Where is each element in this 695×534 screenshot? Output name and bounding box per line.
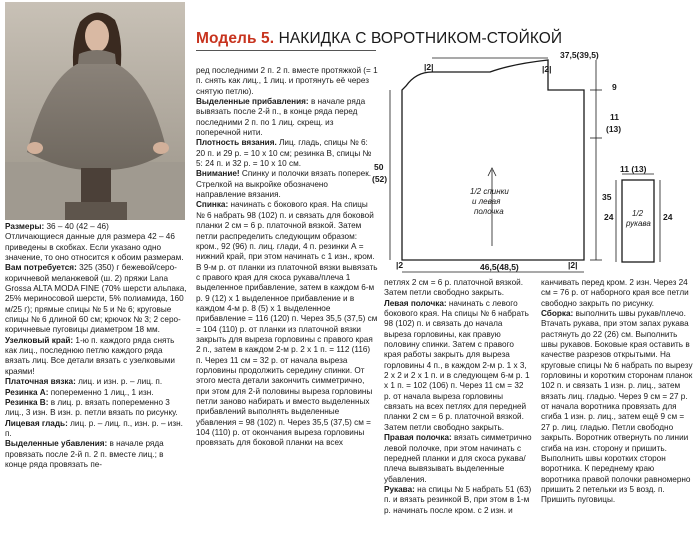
paragraph-text: выполнить швы рукав/плечо. Втачать рукава, при этом запах рукава растянуть до 22 (26) см. Выполнить швы рукавов. Боковые края оставить в качестве разрезов открытыми. На круговые спицы № 6 набрать по вырезу горловины и коротким сторонам планок 102 п. и связать 1 изн. р. лиц., затем вязать лиц. гладью. Через 9 см = 27 р. от начала воротника провязать для сгиба 1 изн. р. лиц., затем ещё 9 см = 27 р. лиц. гладью. Петли свободно закрыть. Воротник отвернуть по линии сгиба на изн. сторону и пришить. Выполнить швы коротких сторон воротника. К переднему краю воротника правой полочки равномерно пришить 2 петельки из 5 возд. п. Пришить пуговицы.	[541, 309, 693, 505]
paragraph-text: на спицы № 5 набрать 51 (63) п. и вязать резинкой В, при этом в 1-м р. начинать после кром. с 2 изн. и	[384, 484, 532, 515]
right-9-label: 9	[612, 82, 617, 92]
sleeve-right-label: 24	[663, 212, 673, 222]
sleeve-top-label: 11 (13)	[620, 164, 647, 174]
instruction-paragraph	[384, 433, 532, 485]
paragraph-heading: Внимание!	[196, 169, 240, 179]
paragraph-heading: Спинка:	[196, 200, 229, 210]
paragraph-heading: Вам потребуется:	[5, 263, 77, 273]
left-50-label: 50	[374, 162, 384, 172]
paragraph-text: лиц. и изн. р. – лиц. п.	[75, 377, 163, 387]
instruction-paragraph	[5, 232, 187, 263]
instructions-column-3	[384, 278, 532, 516]
paragraph-heading: Лицевая гладь:	[5, 418, 68, 428]
paragraph-heading: Размеры:	[5, 222, 45, 231]
instruction-paragraph	[5, 222, 187, 232]
instruction-paragraph	[196, 138, 378, 169]
paragraph-text: Лиц. гладь, спицы № 6: 20 п. и 29 р. = 10 х 10 см; резинка В, спицы № 5: 24 п. и 32 р. = 10 х 10 см.	[196, 138, 372, 169]
paragraph-heading: Выделенные прибавления:	[196, 97, 309, 107]
right-13-label: (13)	[606, 124, 622, 134]
paragraph-heading: Выделенные убавления:	[5, 439, 108, 449]
paragraph-text: 36 – 40 (42 – 46)	[44, 222, 109, 231]
paragraph-text: в начале ряда вывязать после 2-й п., в конце ряда перед последними 2 п. по 1 лиц. скрещ. из поперечной нити.	[196, 97, 366, 138]
paragraph-heading: Узелковый край:	[5, 335, 74, 345]
model-title	[196, 30, 562, 48]
paragraph-heading: Правая полочка:	[384, 433, 452, 443]
top-width-label: 37,5(39,5)	[560, 50, 599, 60]
paragraph-text: вязать симметрично левой полочке, при этом начинать с передней планки и для скоса рукава/плеча вывязывать выделенные убавления.	[384, 433, 532, 484]
paragraph-text: Спинку и полочки вязать поперек. Стрелкой на выкройке обозначено направление вязания.	[196, 169, 372, 200]
model-number: Модель 5.	[196, 30, 275, 47]
pattern-diagram	[372, 50, 692, 276]
paragraph-text: попеременно 1 лиц., 1 изн.	[48, 387, 154, 397]
right-11-label: 11	[610, 112, 619, 122]
instruction-paragraph	[196, 97, 378, 138]
paragraph-text: ред последними 2 п. 2 п. вместе протяжкой (= 1 п. снять как лиц., 1 лиц. и протянуть её через снятую петлю).	[196, 66, 378, 96]
instruction-paragraph	[384, 299, 532, 433]
instructions-column-2	[196, 66, 378, 449]
sleeve-label-line-2: рукава	[626, 219, 651, 228]
piece-label-line-2: и левая	[472, 197, 501, 206]
right-35-label: 35	[602, 192, 612, 202]
paragraph-text: Отличающиеся данные для размера 42 – 46 приведены в скобках. Если указано одно значение, то оно относится к обоим размерам.	[5, 232, 184, 263]
paragraph-text: петлях 2 см = 6 р. платочной вязкой. Затем петли свободно закрыть.	[384, 278, 524, 298]
instruction-paragraph	[5, 336, 187, 377]
piece-label-line-3: полочка	[474, 207, 504, 216]
bottom-right-mark: |2|	[568, 260, 578, 270]
instruction-paragraph	[384, 278, 532, 299]
instruction-paragraph	[5, 377, 187, 387]
paragraph-heading: Сборка:	[541, 309, 574, 319]
paragraph-text: начинать с левого бокового края. На спицы № 6 набрать 98 (102) п. и связать до начала выреза горловины, как правую половину спинки. Затем с правого края работы закрыть для выреза горловины 4 п., в каждом 2-м р. 1 х 3, 2 х 2 и 2 х 1 п. и в следующем 6-м р. 1 х 1 п. = 102 (106) п. Через 11 см = 32 р. от начала выреза горловины связать на всех петлях для передней планки 2 см = 6 р. платочной вязкой. Затем петли свободно закрыть.	[384, 298, 530, 432]
sleeve-left-label: 24	[604, 212, 614, 222]
paragraph-text: 325 (350) г бежевой/серо-коричневой меланжевой (ш. 2) пряжи Lana Grossa ALTA MODA FINE (70% шерсти альпака, 25% мериносовой шерсти, 5% полиамида, 160 м/25 г); прямые спицы № 5 и № 6; круговые спицы № 6 длиной 60 см; крючок № 3; 2 серо-коричневые пуговицы диаметром 18 мм.	[5, 263, 187, 335]
paragraph-heading: Платочная вязка:	[5, 377, 76, 387]
piece-label-line-1: 1/2 спинки	[470, 187, 509, 196]
instruction-paragraph	[5, 419, 187, 440]
body-outline	[402, 60, 584, 260]
paragraph-heading: Рукава:	[384, 484, 415, 494]
instruction-paragraph	[5, 398, 187, 419]
paragraph-text: 1-ю п. каждого ряда снять как лиц., последнюю петлю каждого ряда вязать лиц. Все детали вязать с узелковыми краями!	[5, 335, 175, 376]
instruction-paragraph	[541, 309, 693, 506]
sleeve-label-line-1: 1/2	[632, 209, 644, 218]
instruction-paragraph	[196, 200, 378, 448]
paragraph-text: канчивать перед кром. 2 изн. Через 24 см = 76 р. от наборного края все петли свободно закрыть по рисунку.	[541, 278, 689, 308]
paragraph-heading: Плотность вязания.	[196, 138, 277, 148]
model-photo	[5, 2, 185, 220]
instruction-paragraph	[541, 278, 693, 309]
instruction-paragraph	[5, 388, 187, 398]
paragraph-heading: Резинка В:	[5, 397, 49, 407]
instruction-paragraph	[196, 169, 378, 200]
instruction-paragraph	[384, 485, 532, 516]
top-left-mark: |2|	[424, 62, 434, 72]
paragraph-text: начинать с бокового края. На спицы № 6 набрать 98 (102) п. и связать для боковой планки 2 см = 6 р. платочной вязкой. Затем петли распределить следующим образом: кром., 92 (96) п. лиц. глади, 4 п. резинки А = нижний край, при этом начинать с 1 изн., кром. В 9-м р. от планки из платочной вязки вывязать с правого края для скоса рукава/плеча 1 выделенное прибавление, затем в каждом 6-м р. 9 (12) х 1 выделенное прибавление и в каждом 4-м р. 8 (5) х 1 выделенное прибавление = 116 (120) п. Через 35,5 (37,5) см = 104 (110) р. от планки из платочной вязки закрыть для выреза горловины с правого края 2 п., затем в каждом 2-м р. 2 х 1 п. = 112 (116) п. Через 11 см = 32 р. от начала выреза горловины продолжить середину спинки. От этого места детали закончить симметрично, при этом для 2-й половины выреза горловины петли заново набирать и вместо выделенных прибавлений выполнять выделенные убавления = 98 (102) п. Через 35,5 (37,5) см = 104 (110) р. от окончания выреза горловины провязать для боковой планки на всех	[196, 200, 378, 448]
left-52-label: (52)	[372, 174, 388, 184]
top-mid-mark: |2|	[542, 64, 552, 74]
instructions-column-4	[541, 278, 693, 506]
paragraph-text: лиц. р. – лиц. п., изн. р. – изн. п.	[5, 418, 183, 438]
instruction-paragraph	[196, 66, 378, 97]
paragraph-heading: Левая полочка:	[384, 298, 447, 308]
bottom-width-label: 46,5(48,5)	[480, 262, 519, 272]
paragraph-heading: Резинка А:	[5, 387, 49, 397]
paragraph-text: в лиц. р. вязать попеременно 3 лиц., 3 изн. В изн. р. петли вязать по рисунку.	[5, 397, 178, 418]
instruction-paragraph	[5, 263, 187, 335]
instruction-paragraph	[5, 439, 187, 470]
instructions-column-1	[5, 222, 187, 470]
bottom-left-mark: |2	[396, 260, 404, 270]
paragraph-text: в начале ряда провязать после 2-й п. 2 п. вместе лиц.; в конце ряда провязать пе-	[5, 439, 164, 469]
title-divider	[196, 50, 376, 51]
model-name: НАКИДКА С ВОРОТНИКОМ-СТОЙКОЙ	[278, 30, 563, 47]
